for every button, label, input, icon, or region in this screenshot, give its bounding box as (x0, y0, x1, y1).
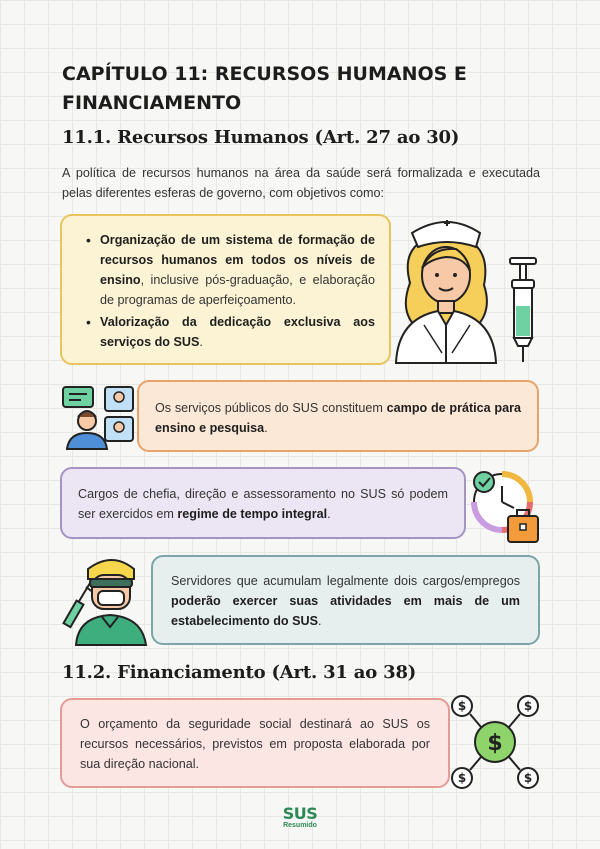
card-text: Cargos de chefia, direção e assessoramento no SUS só podem ser exercidos em (78, 487, 448, 521)
card-text: Os serviços públicos do SUS constituem (155, 401, 387, 415)
doctor-icon (62, 553, 150, 645)
section-title-financiamento: 11.2. Financiamento (Art. 31 ao 38) (62, 662, 417, 683)
full-time-card (60, 467, 466, 539)
card-bold-text: poderão exercer suas atividades em mais de um estabelecimento do SUS (171, 594, 520, 628)
svg-text:$: $ (457, 699, 467, 713)
card-text-end: . (327, 507, 331, 521)
online-class-icon (61, 383, 135, 451)
card-bold-text: campo de prática para ensino e pesquisa (155, 401, 522, 435)
chapter-title: CAPÍTULO 11: RECURSOS HUMANOS E FINANCIAMENTO (62, 63, 467, 114)
money-network-icon (450, 694, 540, 790)
syringe-icon (506, 256, 540, 364)
list-item-bold: Organização de um sistema de formação de recursos humanos em todos os níveis de ensino (100, 233, 375, 287)
intro-paragraph: A política de recursos humanos na área da saúde será formalizada e executada pelas diferentes esferas de governo, com objetivos como: (62, 166, 540, 200)
list-item (84, 230, 375, 310)
svg-text:$: $ (523, 771, 533, 785)
svg-text:$: $ (487, 731, 503, 756)
svg-text:$: $ (523, 699, 533, 713)
card-bold-text: regime de tempo integral (177, 507, 328, 521)
logo-big-text: SUS (282, 804, 318, 823)
sus-resumido-logo (280, 806, 320, 830)
svg-text:$: $ (457, 771, 467, 785)
practice-field-card (137, 380, 539, 452)
card-text: Servidores que acumulam legalmente dois cargos/empregos (171, 574, 520, 588)
card-text-end: . (264, 421, 268, 435)
list-item-text: . (199, 335, 203, 349)
list-item (84, 312, 375, 352)
objectives-list (84, 230, 375, 352)
nurse-icon (392, 213, 502, 365)
clock-briefcase-icon (470, 468, 540, 548)
dual-employment-card (151, 555, 540, 645)
objectives-card (60, 214, 391, 365)
card-text-end: . (317, 614, 322, 628)
card-text: O orçamento da seguridade social destinará ao SUS os recursos necessários, previstos em proposta elaborada por sua direção nacional. (80, 717, 430, 771)
list-item-text: , inclusive pós-graduação, e elaboração de programas de aperfeiçoamento. (100, 273, 375, 307)
budget-card (60, 698, 450, 788)
logo-small-text: Resumido (283, 822, 317, 829)
section-title-recursos-humanos: 11.1. Recursos Humanos (Art. 27 ao 30) (62, 127, 460, 148)
list-item-bold: Valorização da dedicação exclusiva aos serviços do SUS (100, 315, 375, 349)
